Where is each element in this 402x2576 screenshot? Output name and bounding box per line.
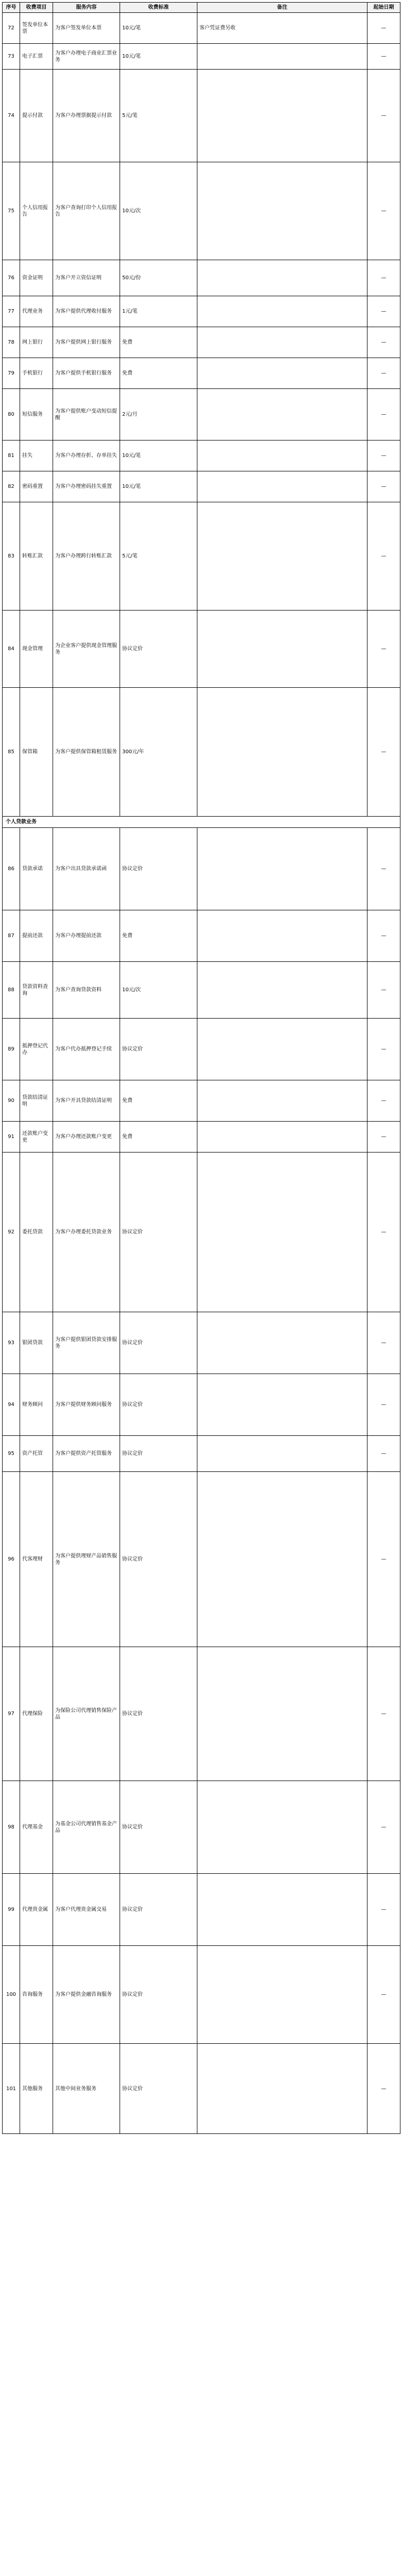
row-note [197,1647,367,1781]
row-standard: 协议定价 [120,1153,197,1312]
row-date: — [367,162,400,260]
row-item-name: 密码重置 [20,471,53,502]
row-item-name: 委托贷款 [20,1153,53,1312]
table-row [3,611,400,688]
row-standard: 协议定价 [120,1019,197,1080]
fee-schedule-page [2,2,400,2576]
row-date: — [367,1122,400,1153]
row-content: 为客户代理贵金属交易 [53,1874,120,1946]
row-number: 82 [3,471,20,502]
row-standard: 免费 [120,327,197,358]
section-label: 个人贷款业务 [3,817,400,828]
row-content: 为客户办理存折、存单挂失 [53,440,120,471]
row-date: — [367,1781,400,1874]
row-number: 97 [3,1647,20,1781]
row-standard: 协议定价 [120,1436,197,1472]
row-standard: 免费 [120,910,197,962]
row-item-name: 贷款承诺 [20,828,53,910]
row-number: 74 [3,70,20,162]
row-item-name: 贷款资料查询 [20,962,53,1019]
row-standard: 协议定价 [120,1312,197,1374]
row-note [197,1153,367,1312]
table-row [3,1874,400,1946]
row-standard: 协议定价 [120,1946,197,2044]
row-number: 100 [3,1946,20,2044]
row-number: 85 [3,688,20,817]
row-date: — [367,1019,400,1080]
row-date: — [367,2044,400,2134]
row-number: 78 [3,327,20,358]
row-date: — [367,13,400,44]
row-note [197,358,367,389]
row-note [197,1122,367,1153]
table-row [3,260,400,296]
row-number: 77 [3,296,20,327]
row-item-name: 代理业务 [20,296,53,327]
row-standard: 协议定价 [120,611,197,688]
table-row [3,1781,400,1874]
row-item-name: 财务顾问 [20,1374,53,1436]
row-date: — [367,1874,400,1946]
row-date: — [367,471,400,502]
row-item-name: 代理贵金属 [20,1874,53,1946]
row-number: 90 [3,1080,20,1122]
fee-rows-loan [3,828,400,2134]
row-content: 为客户开立资信证明 [53,260,120,296]
row-standard: 协议定价 [120,1472,197,1647]
row-content: 为客户代办抵押登记手续 [53,1019,120,1080]
row-date: — [367,1374,400,1436]
row-content: 为客户办理票据提示付款 [53,70,120,162]
table-row [3,1472,400,1647]
row-date: — [367,611,400,688]
table-row [3,358,400,389]
row-standard: 免费 [120,1080,197,1122]
row-number: 83 [3,502,20,611]
column-header-no: 序号 [3,3,20,13]
row-note [197,502,367,611]
table-row [3,471,400,502]
row-date: — [367,1946,400,2044]
row-content: 为客户提供资产托管服务 [53,1436,120,1472]
table-row [3,1122,400,1153]
row-item-name: 短信服务 [20,389,53,440]
table-row [3,962,400,1019]
row-standard: 免费 [120,1122,197,1153]
table-row [3,1080,400,1122]
row-standard: 2元/月 [120,389,197,440]
row-date: — [367,1647,400,1781]
row-note [197,1080,367,1122]
row-note [197,1781,367,1874]
row-item-name: 个人信用报告 [20,162,53,260]
row-number: 79 [3,358,20,389]
table-row [3,1374,400,1436]
row-content: 为客户办理委托贷款业务 [53,1153,120,1312]
row-note [197,471,367,502]
fee-schedule-table [2,2,400,2134]
row-date: — [367,1312,400,1374]
table-row [3,44,400,70]
row-number: 95 [3,1436,20,1472]
row-note: 客户凭证费另收 [197,13,367,44]
row-note [197,44,367,70]
row-content: 为保险公司代理销售保险产品 [53,1647,120,1781]
table-row [3,828,400,910]
row-note [197,2044,367,2134]
table-row [3,502,400,611]
row-content: 为客户提供理财产品销售服务 [53,1472,120,1647]
row-content: 为客户开具贷款结清证明 [53,1080,120,1122]
table-row [3,327,400,358]
row-content: 为客户提供保管箱租赁服务 [53,688,120,817]
row-note [197,1436,367,1472]
row-item-name: 手机银行 [20,358,53,389]
row-number: 81 [3,440,20,471]
row-item-name: 电子汇票 [20,44,53,70]
row-note [197,688,367,817]
row-note [197,296,367,327]
row-date: — [367,910,400,962]
row-note [197,327,367,358]
column-header-standard: 收费标准 [120,3,197,13]
row-standard: 10元/笔 [120,440,197,471]
row-standard: 协议定价 [120,2044,197,2134]
row-note [197,828,367,910]
row-item-name: 挂失 [20,440,53,471]
section-divider [3,817,400,828]
row-standard: 10元/次 [120,162,197,260]
row-item-name: 网上银行 [20,327,53,358]
row-date: — [367,260,400,296]
row-number: 86 [3,828,20,910]
table-header-row [3,3,400,13]
table-row [3,1019,400,1080]
table-row [3,910,400,962]
row-standard: 协议定价 [120,1374,197,1436]
column-header-item: 收费项目 [20,3,53,13]
row-standard: 300元/年 [120,688,197,817]
row-content: 为客户提供手机银行服务 [53,358,120,389]
table-row [3,2044,400,2134]
table-row [3,1946,400,2044]
row-date: — [367,358,400,389]
row-number: 99 [3,1874,20,1946]
row-content: 为客户办理电子商业汇票业务 [53,44,120,70]
row-number: 72 [3,13,20,44]
row-content: 为客户办理跨行转账汇款 [53,502,120,611]
row-item-name: 还款账户变更 [20,1122,53,1153]
row-number: 75 [3,162,20,260]
row-item-name: 转账汇款 [20,502,53,611]
row-note [197,440,367,471]
row-date: — [367,1436,400,1472]
row-standard: 协议定价 [120,828,197,910]
row-standard: 协议定价 [120,1647,197,1781]
row-item-name: 代理保险 [20,1647,53,1781]
row-item-name: 抵押登记代办 [20,1019,53,1080]
row-date: — [367,70,400,162]
row-content: 为客户提供网上银行服务 [53,327,120,358]
row-number: 87 [3,910,20,962]
row-standard: 10元/笔 [120,13,197,44]
row-number: 88 [3,962,20,1019]
table-row [3,162,400,260]
table-row [3,389,400,440]
row-date: — [367,1080,400,1122]
row-standard: 1元/笔 [120,296,197,327]
row-content: 为基金公司代理销售基金产品 [53,1781,120,1874]
row-item-name: 资金证明 [20,260,53,296]
row-item-name: 银团贷款 [20,1312,53,1374]
section-row [3,817,400,828]
row-content: 为客户签发单位本票 [53,13,120,44]
column-header-note: 备注 [197,3,367,13]
row-standard: 10元/笔 [120,44,197,70]
column-header-content: 服务内容 [53,3,120,13]
row-number: 73 [3,44,20,70]
row-number: 94 [3,1374,20,1436]
row-content: 为客户提供财务顾问服务 [53,1374,120,1436]
row-standard: 协议定价 [120,1781,197,1874]
row-note [197,260,367,296]
row-note [197,1019,367,1080]
row-item-name: 其他服务 [20,2044,53,2134]
row-note [197,389,367,440]
row-item-name: 代理基金 [20,1781,53,1874]
row-item-name: 提前还款 [20,910,53,962]
row-standard: 10元/笔 [120,471,197,502]
row-item-name: 代客理财 [20,1472,53,1647]
row-note [197,611,367,688]
row-item-name: 保管箱 [20,688,53,817]
row-number: 80 [3,389,20,440]
row-item-name: 资产托管 [20,1436,53,1472]
row-number: 96 [3,1472,20,1647]
row-date: — [367,828,400,910]
column-header-date: 起始日期 [367,3,400,13]
row-content: 为客户办理提前还款 [53,910,120,962]
table-row [3,1436,400,1472]
row-item-name: 现金管理 [20,611,53,688]
table-row [3,296,400,327]
row-item-name: 咨询服务 [20,1946,53,2044]
row-date: — [367,389,400,440]
row-content: 为企业客户提供现金管理服务 [53,611,120,688]
row-date: — [367,688,400,817]
row-date: — [367,1153,400,1312]
row-date: — [367,1472,400,1647]
row-content: 为客户办理还款账户变更 [53,1122,120,1153]
row-number: 76 [3,260,20,296]
row-date: — [367,962,400,1019]
row-content: 其他中间业务服务 [53,2044,120,2134]
row-standard: 5元/笔 [120,502,197,611]
row-note [197,962,367,1019]
row-date: — [367,502,400,611]
row-number: 98 [3,1781,20,1874]
table-row [3,1647,400,1781]
row-standard: 50元/份 [120,260,197,296]
row-content: 为客户查询贷款资料 [53,962,120,1019]
row-item-name: 提示付款 [20,70,53,162]
row-date: — [367,327,400,358]
row-content: 为客户查询打印个人信用报告 [53,162,120,260]
row-date: — [367,440,400,471]
table-row [3,70,400,162]
table-row [3,688,400,817]
row-standard: 10元/次 [120,962,197,1019]
row-content: 为客户提供金融咨询服务 [53,1946,120,2044]
row-number: 101 [3,2044,20,2134]
row-standard: 协议定价 [120,1874,197,1946]
row-note [197,910,367,962]
row-content: 为客户提供银团贷款安排服务 [53,1312,120,1374]
row-standard: 免费 [120,358,197,389]
row-content: 为客户提供代理收付服务 [53,296,120,327]
row-item-name: 贷款结清证明 [20,1080,53,1122]
table-row [3,1312,400,1374]
row-number: 93 [3,1312,20,1374]
row-note [197,1874,367,1946]
table-row [3,440,400,471]
row-note [197,1472,367,1647]
row-note [197,162,367,260]
fee-rows-top [3,13,400,817]
row-standard: 5元/笔 [120,70,197,162]
row-content: 为客户提供账户变动短信提醒 [53,389,120,440]
row-number: 91 [3,1122,20,1153]
row-content: 为客户办理密码挂失重置 [53,471,120,502]
row-item-name: 签发单位本票 [20,13,53,44]
row-note [197,1312,367,1374]
row-date: — [367,44,400,70]
table-row [3,1153,400,1312]
table-row [3,13,400,44]
row-number: 89 [3,1019,20,1080]
row-number: 84 [3,611,20,688]
row-note [197,1946,367,2044]
row-content: 为客户出具贷款承诺函 [53,828,120,910]
row-note [197,1374,367,1436]
row-date: — [367,296,400,327]
row-note [197,70,367,162]
row-number: 92 [3,1153,20,1312]
